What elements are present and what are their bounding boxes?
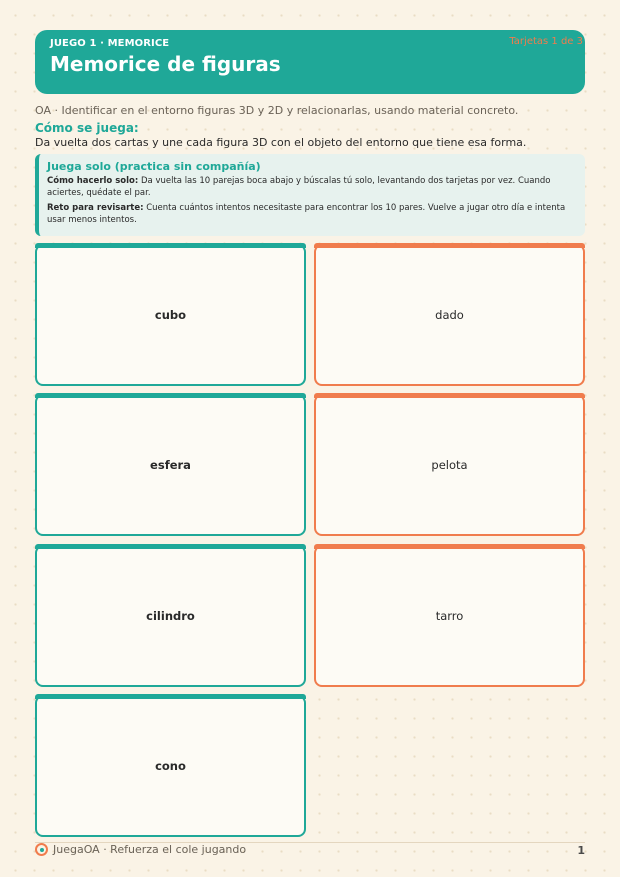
shape-card-cilindro: cilindro	[35, 545, 306, 687]
solo-how-label: Cómo hacerlo solo:	[47, 176, 139, 186]
game-kicker: JUEGO 1 · MEMORICE	[50, 38, 170, 49]
page-number: 1	[577, 844, 585, 857]
solo-challenge-paragraph	[47, 202, 575, 226]
object-card-dado: dado	[314, 244, 585, 386]
how-to-play-title: Cómo se juega:	[35, 121, 139, 135]
game-header	[35, 30, 585, 94]
footer-brand-text: JuegaOA · Refuerza el cole jugando	[53, 843, 247, 856]
object-card-tarro: tarro	[314, 545, 585, 687]
shape-card-cono: cono	[35, 695, 306, 837]
shape-card-cubo: cubo	[35, 244, 306, 386]
solo-challenge-label: Reto para revisarte:	[47, 203, 144, 213]
brand-logo-icon	[35, 843, 48, 856]
solo-challenge-text: Cuenta cuántos intentos necesitaste para encontrar los 10 pares. Vuelve a jugar otro día e intenta usar menos intentos.	[47, 203, 566, 225]
object-card-pelota: pelota	[314, 394, 585, 536]
how-to-play-text: Da vuelta dos cartas y une cada figura 3D con el objeto del entorno que tiene esa forma.	[35, 136, 527, 149]
solo-play-box	[35, 154, 585, 236]
solo-play-title: Juega solo (practica sin compañía)	[47, 160, 261, 173]
footer-brand	[35, 843, 246, 856]
solo-how-text: Da vuelta las 10 parejas boca abajo y búscalas tú solo, levantando dos tarjetas por vez. Cuando aciertes, quédate el par.	[47, 176, 551, 198]
learning-objective: OA · Identificar en el entorno figuras 3D y 2D y relacionarlas, usando material concreto.	[35, 104, 519, 117]
card-set-label: Tarjetas 1 de 3	[509, 36, 583, 47]
page-title: Memorice de figuras	[50, 52, 281, 76]
solo-how-paragraph	[47, 175, 575, 199]
shape-card-esfera: esfera	[35, 394, 306, 536]
